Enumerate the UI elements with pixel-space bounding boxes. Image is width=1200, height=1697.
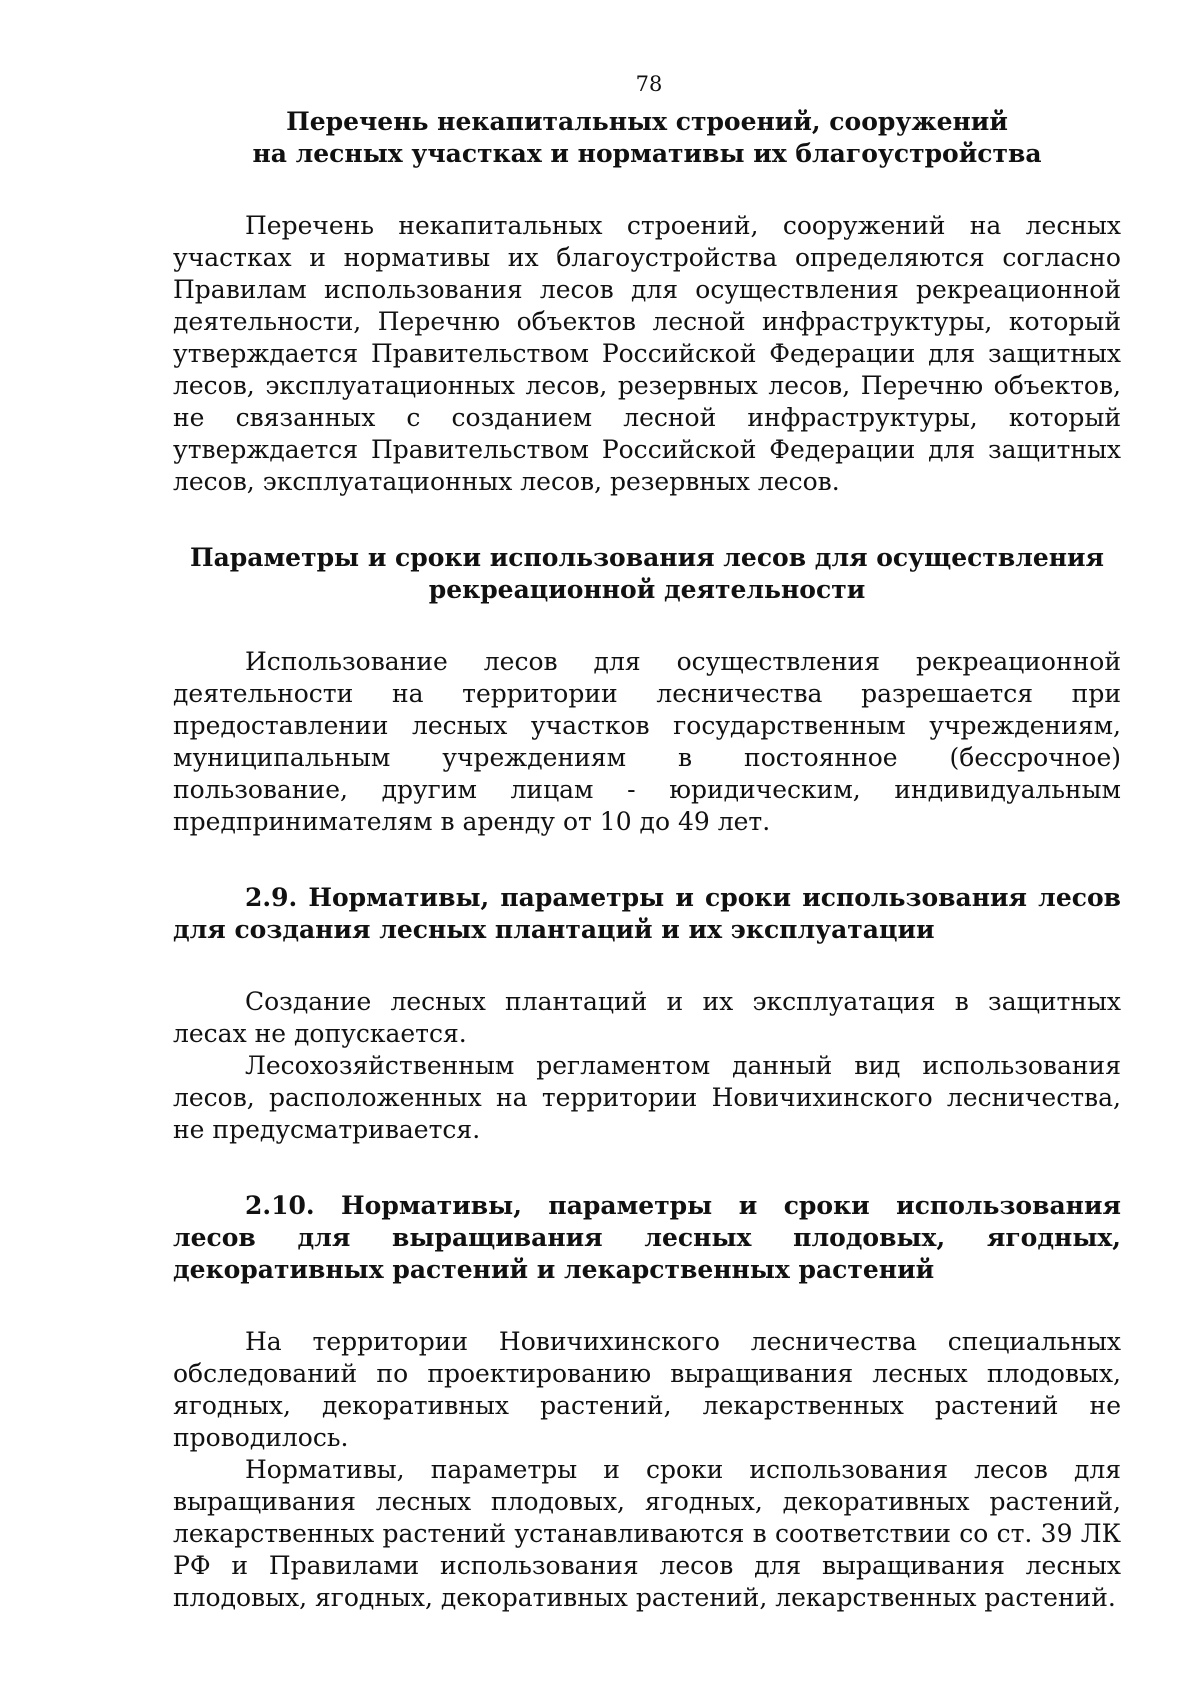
section-heading: 2.9. Нормативы, параметры и сроки использования лесов для создания лесных плантаций и их эксплуатации	[173, 883, 1121, 944]
heading-line: Параметры и сроки использования лесов для осуществления	[189, 543, 1105, 572]
section-heading	[173, 542, 1121, 606]
paragraph: На территории Новичихинского лесничества специальных обследований по проектированию выращивания лесных плодовых, ягодных, декоративных растений, лекарственных растений не проводилось.	[173, 1327, 1121, 1452]
document-page	[173, 70, 1121, 1614]
section-2-9	[173, 882, 1121, 1146]
paragraph: Нормативы, параметры и сроки использования лесов для выращивания лесных плодовых, ягодных, декоративных растений, лекарственных растений устанавливаются в соответствии со ст. 39 ЛК РФ и Правилами использования лесов для выращивания лесных плодовых, ягодных, декоративных растений, лекарственных растений.	[173, 1455, 1121, 1612]
heading-line: Перечень некапитальных строений, сооружений	[286, 107, 1008, 136]
section-noncapital-structures	[173, 106, 1121, 498]
section-2-10	[173, 1190, 1121, 1614]
section-heading: 2.10. Нормативы, параметры и сроки использования лесов для выращивания лесных плодовых, ягодных, декоративных растений и лекарственных растений	[173, 1191, 1121, 1284]
section-heading	[173, 106, 1121, 170]
heading-line: на лесных участках и нормативы их благоустройства	[252, 139, 1042, 168]
heading-line: рекреационной деятельности	[428, 575, 866, 604]
paragraph: Использование лесов для осуществления рекреационной деятельности на территории лесничества разрешается при предоставлении лесных участков государственным учреждениям, муниципальным учреждениям в постоянное (бессрочное) пользование, другим лицам - юридическим, индивидуальным предпринимателям в аренду от 10 до 49 лет.	[173, 647, 1121, 836]
paragraph: Создание лесных плантаций и их эксплуатация в защитных лесах не допускается.	[173, 987, 1121, 1048]
paragraph: Лесохозяйственным регламентом данный вид использования лесов, расположенных на территории Новичихинского лесничества, не предусматривается.	[173, 1051, 1121, 1144]
section-recreation-parameters	[173, 542, 1121, 838]
paragraph: Перечень некапитальных строений, сооружений на лесных участках и нормативы их благоустройства определяются согласно Правилам использования лесов для осуществления рекреационной деятельности, Перечню объектов лесной инфраструктуры, который утверждается Правительством Российской Федерации для защитных лесов, эксплуатационных лесов, резервных лесов, Перечню объектов, не связанных с созданием лесной инфраструктуры, который утверждается Правительством Российской Федерации для защитных лесов, эксплуатационных лесов, резервных лесов.	[173, 211, 1121, 496]
page-number: 78	[635, 72, 663, 96]
